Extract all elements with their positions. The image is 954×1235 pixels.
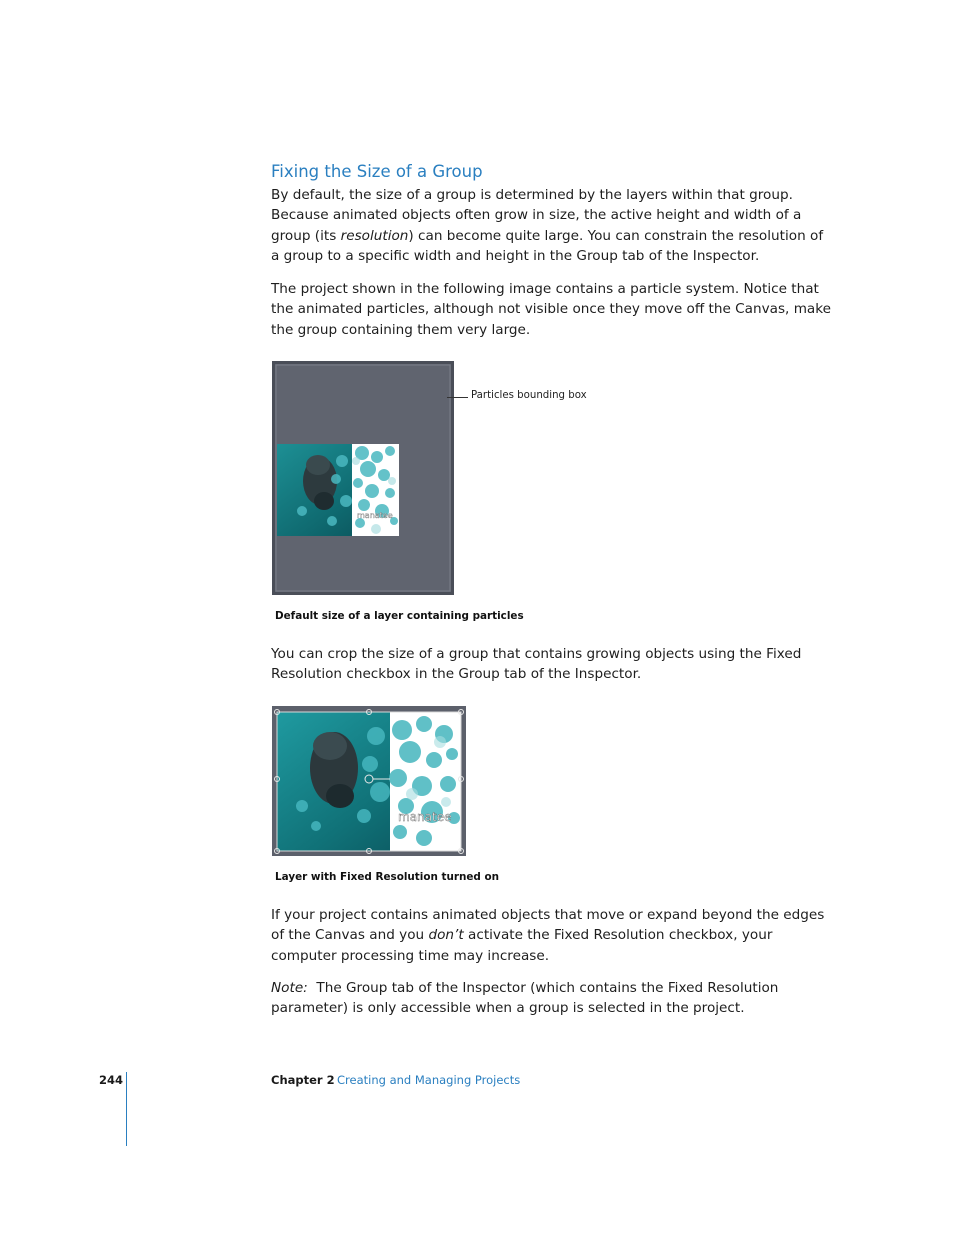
figure-fixed-resolution-image <box>272 706 466 856</box>
figure2-overlay-text: manatee <box>398 810 452 824</box>
figure1-caption: Default size of a layer containing particles <box>275 610 524 622</box>
callout-leader-line <box>447 397 468 398</box>
footer-divider <box>126 1072 127 1146</box>
figure-default-size-image <box>272 361 454 595</box>
figure2-caption: Layer with Fixed Resolution turned on <box>275 871 500 883</box>
footer-chapter-label: Chapter 2 <box>271 1073 335 1087</box>
paragraph-processing-emphasis: don’t <box>428 927 464 944</box>
paragraph-intro-part1: By default, the size of a group is determined by the layers within that group. Because animated objects often grow in size, the active height and width of a group (its <box>271 187 802 244</box>
page-number: 244 <box>99 1073 124 1087</box>
note-text: The Group tab of the Inspector (which contains the Fixed Resolution parameter) is only accessible when a group is selected in the project. <box>271 980 779 1017</box>
paragraph-processing-part1: If your project contains animated objects that move or expand beyond the edges of the Canvas and you <box>271 907 825 944</box>
paragraph-intro <box>271 185 831 266</box>
footer-chapter-title: Creating and Managing Projects <box>337 1073 521 1087</box>
figure-fixed-resolution <box>272 706 466 856</box>
callout-label: Particles bounding box <box>471 390 587 401</box>
section-heading: Fixing the Size of a Group <box>271 162 483 181</box>
paragraph-processing-time <box>271 905 831 966</box>
paragraph-processing-part2: activate the Fixed Resolution checkbox, your computer processing time may increase. <box>271 927 773 964</box>
paragraph-intro-part2: ) can become quite large. You can constrain the resolution of a group to a specific width and height in the Group tab of the Inspector. <box>271 227 824 264</box>
paragraph-crop: You can crop the size of a group that contains growing objects using the Fixed Resolution checkbox in the Group tab of the Inspector. <box>271 646 802 683</box>
paragraph-particle-system: The project shown in the following image contains a particle system. Notice that the animated particles, although not visible once they move off the Canvas, make the group containing them very large. <box>271 281 832 338</box>
note-paragraph <box>271 978 831 1019</box>
note-label: Note: <box>271 980 308 996</box>
figure1-overlay-text: manatee <box>357 511 393 520</box>
paragraph-intro-emphasis: resolution <box>340 227 409 244</box>
figure-default-size <box>272 361 454 595</box>
